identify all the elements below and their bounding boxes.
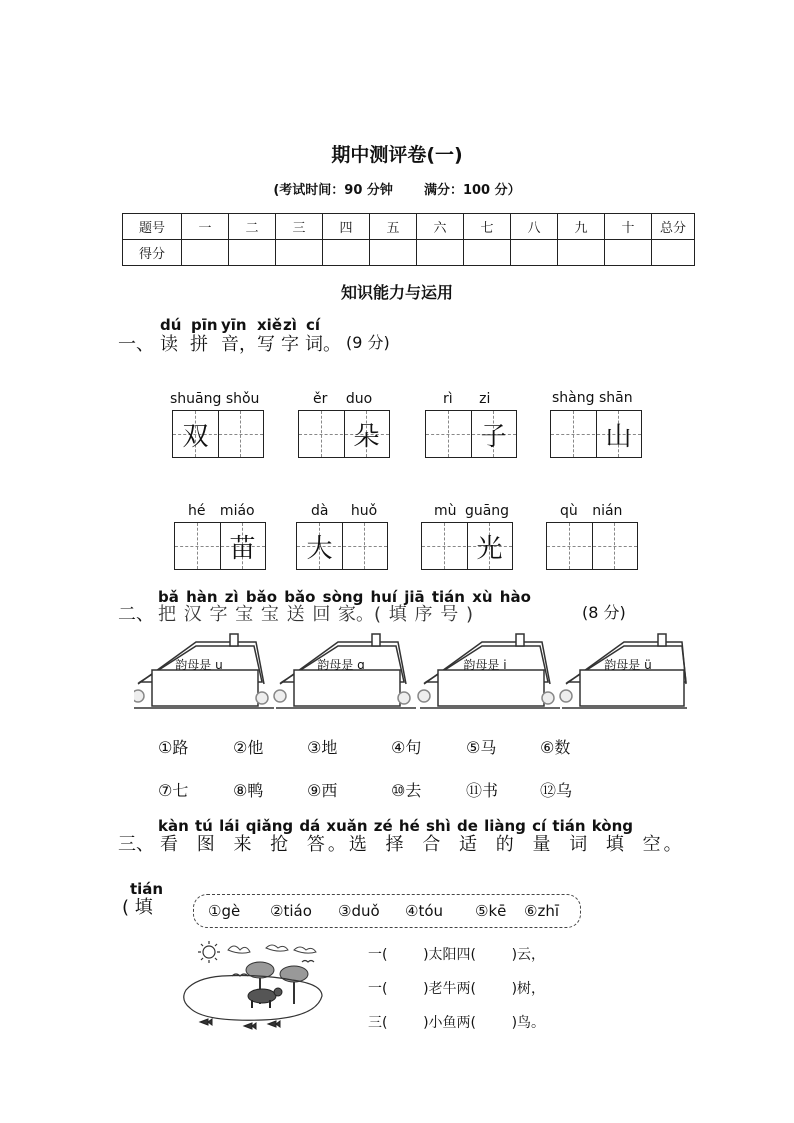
q1-pinyin: yīn bbox=[221, 316, 247, 334]
tianzi-grid[interactable] bbox=[425, 410, 517, 458]
grid-char: 大 bbox=[306, 533, 333, 564]
q3-pinyin: kàn tú lái qiǎng dá xuǎn zé hé shì de liàng cí tián kòng bbox=[158, 817, 634, 835]
exam-time: (考试时间：90 分钟 bbox=[273, 183, 393, 198]
grid-char bbox=[342, 523, 387, 569]
score-table-cell: 六 bbox=[417, 214, 464, 240]
q1-char: ，写 bbox=[239, 334, 275, 355]
score-entry[interactable] bbox=[323, 240, 370, 266]
q1-score: (9 分) bbox=[346, 333, 390, 352]
tianzi-grid[interactable] bbox=[550, 410, 642, 458]
tianzi-grid[interactable] bbox=[172, 410, 264, 458]
q2-score: (8 分) bbox=[582, 603, 626, 622]
q1-number: 一、 bbox=[118, 334, 154, 355]
score-table-cell: 总分 bbox=[652, 214, 695, 240]
word-pinyin: dà huǒ bbox=[311, 503, 378, 519]
fill-blank-line[interactable]: 三( )小鱼两( )鸟。 bbox=[368, 1015, 546, 1031]
score-entry[interactable] bbox=[182, 240, 229, 266]
grid-char bbox=[299, 411, 344, 457]
word-pinyin: shuāng shǒu bbox=[170, 391, 260, 407]
score-table-cell: 九 bbox=[558, 214, 605, 240]
option-item: ⑫乌 bbox=[540, 781, 573, 800]
option-item: ⑪书 bbox=[466, 781, 499, 800]
word-pinyin: shàng shān bbox=[552, 390, 633, 406]
q1-pinyin: cí bbox=[306, 316, 321, 334]
tianzi-grid[interactable] bbox=[421, 522, 513, 570]
fill-blank-line[interactable]: 一( )老牛两( )树， bbox=[368, 981, 546, 997]
house-label: 韵母是 ü bbox=[604, 658, 652, 672]
measure-option: ①gè bbox=[208, 902, 241, 920]
q3-sub-instruction: ( 填 bbox=[122, 897, 153, 918]
score-table bbox=[122, 213, 695, 266]
house-label: 韵母是 ɑ bbox=[317, 658, 365, 672]
option-item: ④句 bbox=[391, 738, 422, 757]
q1-pinyin: pīn bbox=[191, 316, 218, 334]
score-table-cell: 三 bbox=[276, 214, 323, 240]
score-entry[interactable] bbox=[558, 240, 605, 266]
word-pinyin: mù guāng bbox=[434, 503, 510, 519]
fill-blank-line[interactable]: 一( )太阳四( )云， bbox=[368, 947, 546, 963]
score-table-header-row bbox=[123, 214, 695, 240]
q1-pinyin: zì bbox=[283, 316, 297, 334]
tianzi-grid[interactable] bbox=[546, 522, 638, 570]
grid-char: 光 bbox=[476, 533, 503, 564]
exam-full-score: 满分：100 分） bbox=[423, 183, 521, 198]
q3-instruction: 看 图 来 抢 答。选 择 合 适 的 量 词 填 空。 bbox=[160, 834, 685, 855]
score-entry[interactable] bbox=[464, 240, 511, 266]
measure-option: ⑥zhī bbox=[524, 902, 559, 920]
score-table-cell: 七 bbox=[464, 214, 511, 240]
option-item: ③地 bbox=[307, 738, 338, 757]
score-table-cell: 题号 bbox=[123, 214, 182, 240]
tianzi-grid[interactable] bbox=[296, 522, 388, 570]
option-item: ⑧鸭 bbox=[233, 781, 264, 800]
score-entry[interactable] bbox=[276, 240, 323, 266]
score-entry[interactable] bbox=[511, 240, 558, 266]
option-item: ②他 bbox=[233, 738, 264, 757]
score-table-cell: 五 bbox=[370, 214, 417, 240]
q3-sub-pinyin: tián bbox=[130, 880, 164, 898]
q1-char: 读 bbox=[160, 334, 178, 355]
score-table-cell: 一 bbox=[182, 214, 229, 240]
score-table-cell: 八 bbox=[511, 214, 558, 240]
option-item: ⑩去 bbox=[391, 781, 422, 800]
q1-pinyin: dú bbox=[160, 316, 182, 334]
grid-char bbox=[547, 523, 592, 569]
measure-option: ④tóu bbox=[405, 902, 444, 920]
score-table-score-row bbox=[123, 240, 695, 266]
grid-char bbox=[551, 411, 596, 457]
option-item: ⑥数 bbox=[540, 738, 571, 757]
exam-info bbox=[0, 179, 794, 198]
grid-char: 子 bbox=[480, 421, 507, 452]
grid-char: 朵 bbox=[353, 421, 380, 452]
score-table-cell: 十 bbox=[605, 214, 652, 240]
grid-char bbox=[422, 523, 467, 569]
house-label: 韵母是 u bbox=[175, 658, 223, 672]
grid-char bbox=[426, 411, 471, 457]
measure-option: ②tiáo bbox=[270, 902, 312, 920]
score-table-cell: 得分 bbox=[123, 240, 182, 266]
score-entry[interactable] bbox=[417, 240, 464, 266]
score-table-cell: 二 bbox=[229, 214, 276, 240]
sun-icon bbox=[198, 941, 220, 963]
grid-char bbox=[218, 411, 263, 457]
score-entry[interactable] bbox=[605, 240, 652, 266]
score-entry[interactable] bbox=[370, 240, 417, 266]
q1-char: 拼 bbox=[190, 334, 208, 355]
section-title: 知识能力与运用 bbox=[340, 283, 453, 302]
grid-char bbox=[592, 523, 637, 569]
word-pinyin: hé miáo bbox=[188, 503, 255, 519]
page-title: 期中测评卷(一) bbox=[331, 144, 463, 166]
q1-pinyin: xiě bbox=[257, 316, 282, 334]
pond-scene-illustration bbox=[182, 938, 332, 1034]
score-entry[interactable] bbox=[652, 240, 695, 266]
option-item: ①路 bbox=[158, 738, 189, 757]
grid-char: 苗 bbox=[229, 533, 256, 564]
ox-icon bbox=[248, 988, 282, 1008]
q3-number: 三、 bbox=[118, 834, 154, 855]
cloud-icon bbox=[228, 945, 316, 953]
tianzi-grid[interactable] bbox=[174, 522, 266, 570]
house-label: 韵母是 i bbox=[463, 658, 507, 672]
measure-word-box bbox=[193, 894, 581, 928]
word-pinyin: qù nián bbox=[560, 503, 623, 519]
q1-char: 字 bbox=[281, 334, 299, 355]
grid-char: 双 bbox=[182, 421, 209, 452]
q2-pinyin: bǎ hàn zì bǎo bǎo sòng huí jiā tián xù hào bbox=[158, 588, 531, 606]
score-table-cell: 四 bbox=[323, 214, 370, 240]
q2-number: 二、 bbox=[118, 604, 154, 625]
grid-char bbox=[175, 523, 220, 569]
option-item: ⑤马 bbox=[466, 738, 497, 757]
option-item: ⑦七 bbox=[158, 781, 189, 800]
word-pinyin: rì zi bbox=[443, 391, 491, 407]
q2-instruction: 把 汉 字 宝 宝 送 回 家。( 填 序 号 ) bbox=[158, 604, 473, 625]
tianzi-grid[interactable] bbox=[298, 410, 390, 458]
option-item: ⑨西 bbox=[307, 781, 338, 800]
q1-char: 词。 bbox=[305, 334, 341, 355]
q1-char: 音 bbox=[221, 334, 239, 355]
measure-option: ③duǒ bbox=[338, 902, 380, 920]
measure-option: ⑤kē bbox=[475, 902, 507, 920]
score-entry[interactable] bbox=[229, 240, 276, 266]
grid-char: 山 bbox=[605, 421, 632, 452]
word-pinyin: ěr duo bbox=[313, 391, 373, 407]
